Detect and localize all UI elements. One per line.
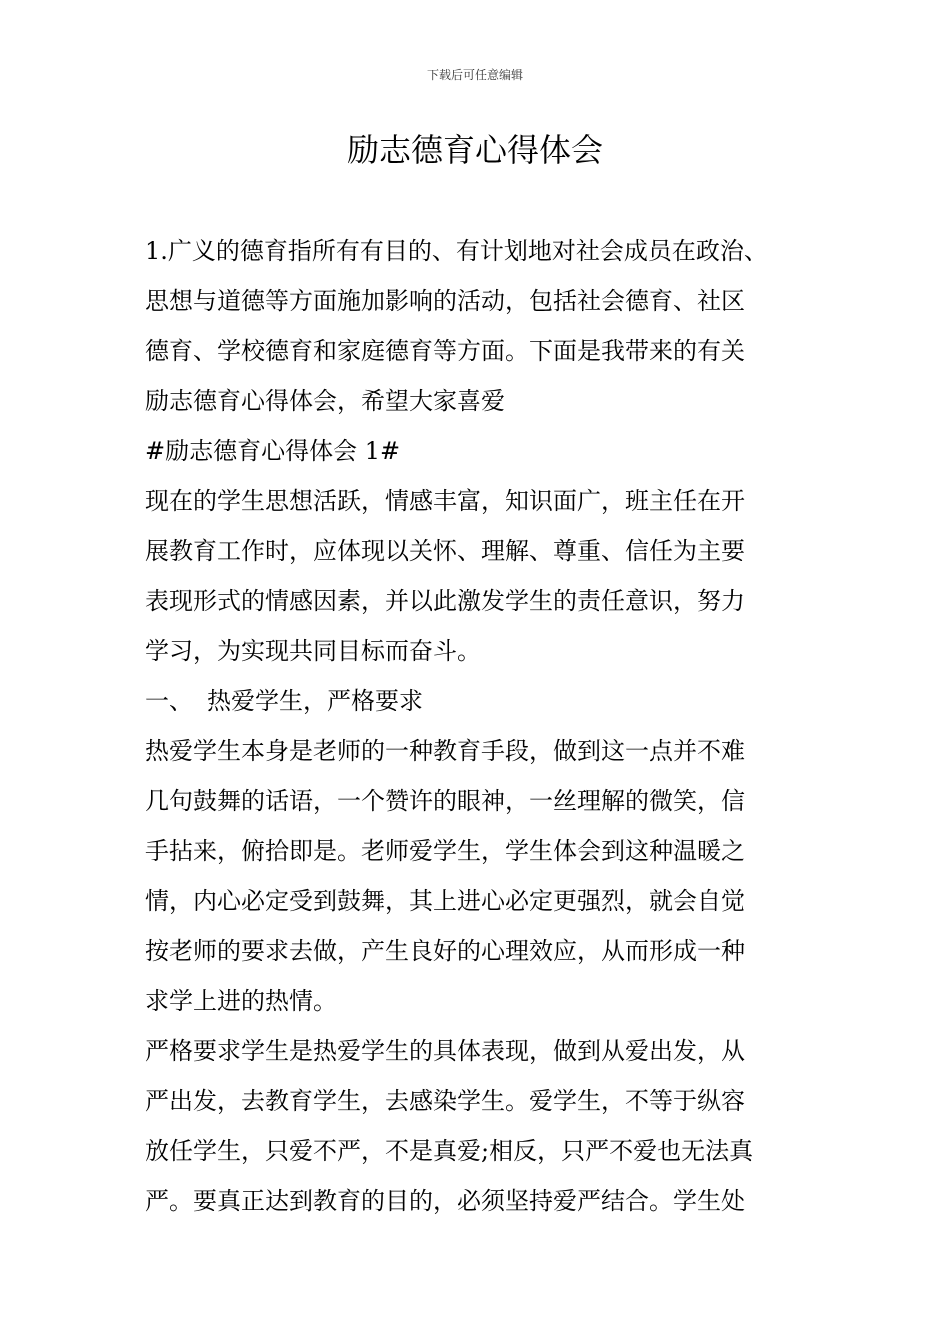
body-line: 展教育工作时，应体现以关怀、理解、尊重、信任为主要 xyxy=(145,537,745,565)
body-line: 严格要求学生是热爱学生的具体表现，做到从爱出发，从 xyxy=(145,1037,745,1065)
document-body xyxy=(145,226,825,1226)
body-line: 放任学生，只爱不严，不是真爱;相反，只严不爱也无法真 xyxy=(145,1137,754,1165)
body-line: 励志德育心得体会，希望大家喜爱 xyxy=(145,387,505,415)
body-line: 表现形式的情感因素，并以此激发学生的责任意识，努力 xyxy=(145,587,745,615)
body-line: 现在的学生思想活跃，情感丰富，知识面广，班主任在开 xyxy=(145,487,745,515)
body-line: 热爱学生本身是老师的一种教育手段，做到这一点并不难 xyxy=(145,737,745,765)
body-line: 按老师的要求去做，产生良好的心理效应，从而形成一种 xyxy=(145,937,745,965)
header-note: 下载后可任意编辑 xyxy=(426,68,523,82)
body-line: 思想与道德等方面施加影响的活动，包括社会德育、社区 xyxy=(145,287,745,315)
body-line: 德育、学校德育和家庭德育等方面。下面是我带来的有关 xyxy=(145,337,745,365)
body-line: 学习，为实现共同目标而奋斗。 xyxy=(145,637,481,665)
section-heading-text: 热爱学生，严格要求 xyxy=(207,687,423,715)
body-line: 几句鼓舞的话语，一个赞许的眼神，一丝理解的微笑，信 xyxy=(145,787,745,815)
body-line: 严出发，去教育学生，去感染学生。爱学生，不等于纵容 xyxy=(145,1087,745,1115)
body-line: 1.广义的德育指所有有目的、有计划地对社会成员在政治、 xyxy=(145,237,768,265)
body-line: 手拈来，俯拾即是。老师爱学生，学生体会到这种温暖之 xyxy=(145,837,745,865)
body-line: 求学上进的热情。 xyxy=(145,987,337,1015)
section-heading-number: 一、 xyxy=(145,687,193,715)
subheading-line: #励志德育心得体会 1# xyxy=(145,437,401,465)
document-title: 励志德育心得体会 xyxy=(346,131,603,169)
body-line: 情，内心必定受到鼓舞，其上进心必定更强烈，就会自觉 xyxy=(145,887,745,915)
body-line: 严。要真正达到教育的目的，必须坚持爱严结合。学生处 xyxy=(145,1187,745,1215)
section-heading xyxy=(145,676,825,726)
